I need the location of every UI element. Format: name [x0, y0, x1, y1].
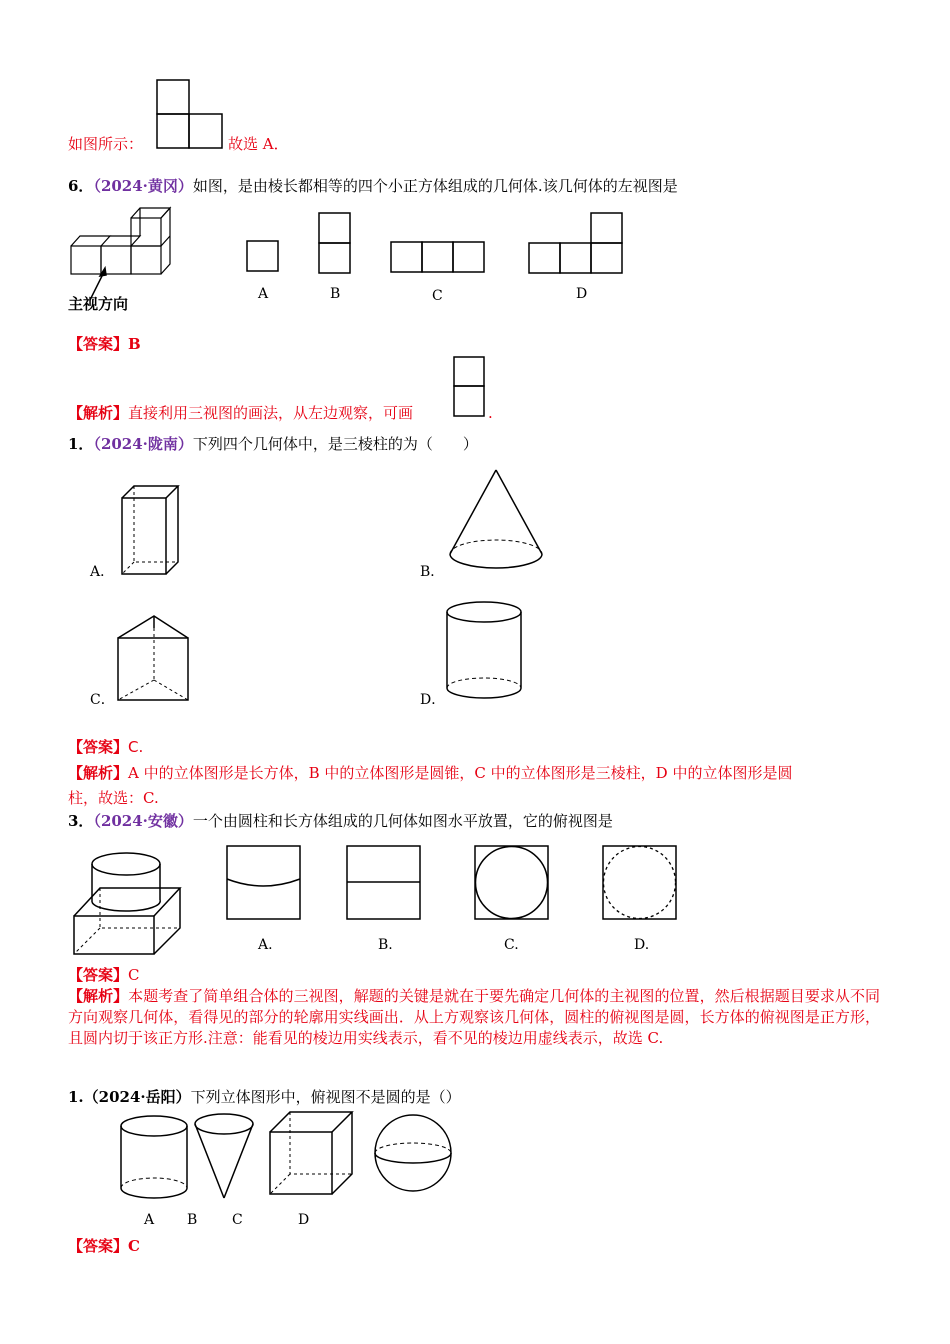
answer-value: C: [128, 1237, 140, 1255]
q3-option-a-label: A.: [258, 937, 273, 953]
q6-option-c-figure: [390, 241, 486, 273]
question-1b-stem: [68, 1087, 461, 1107]
q6-option-d-figure: [528, 212, 624, 274]
question-source: （2024·陇南）: [93, 435, 193, 453]
q1a-option-b-label: B．: [420, 564, 445, 580]
answer-value: C.: [128, 738, 144, 756]
analysis-tag: 【解析】: [68, 404, 129, 422]
q1b-option-b-figure: [192, 1110, 256, 1202]
question-1a-stem: [68, 434, 478, 454]
q6-arrow-label: 主视方向: [68, 295, 129, 313]
analysis-text: 本题考查了简单组合体的三视图，解题的关键是就在于要先确定几何体的主视图的位置，然后根据题目要求从不同方向观察几何体，看得见的部分的轮廓用实线画出．从上方观察该几何体，圆柱的俯视图是圆，长方体的俯视图是正方形，且圆内切于该正方形.注意：能看见的棱边用实线表示，看不见的棱边用虚线表示，故选 C.: [68, 987, 880, 1047]
q3-option-d-label: D.: [634, 937, 650, 953]
q3-solid-figure: [72, 850, 184, 958]
q1a-option-b-figure: [446, 468, 546, 574]
q6-option-a-figure: [246, 240, 280, 272]
answer-tag: 【答案】: [68, 335, 129, 353]
q1b-option-a-label: A: [144, 1212, 155, 1228]
q3-option-b-label: B.: [378, 937, 393, 953]
q1b-option-c-label: C: [232, 1212, 243, 1228]
analysis-tag: 【解析】: [68, 764, 129, 782]
q6-option-d-label: D: [576, 286, 588, 302]
question-text: 一个由圆柱和长方体组成的几何体如图水平放置，它的俯视图是: [192, 812, 613, 830]
q1b-option-a-figure: [118, 1114, 190, 1202]
q1a-option-c-label: C．: [90, 692, 115, 708]
q3-option-c-label: C.: [504, 937, 519, 953]
q1a-analysis-line2: 柱，故选：C.: [68, 789, 159, 807]
analysis-text: 直接利用三视图的画法，从左边观察，可画: [128, 404, 414, 422]
q1a-option-d-label: D．: [420, 692, 446, 708]
question-3-stem: [68, 811, 613, 831]
q3-option-c-figure: [474, 845, 550, 921]
question-text: 下列四个几何体中，是三棱柱的为（ ）: [192, 435, 478, 453]
q6-analysis-end: .: [488, 404, 493, 422]
q6-answer: [68, 334, 141, 354]
question-number: 3．: [68, 812, 94, 830]
q3-answer: [68, 965, 140, 985]
q1a-option-a-figure: [118, 482, 184, 578]
q1a-option-c-figure: [116, 614, 192, 702]
top-view-figure: [156, 79, 224, 149]
top-answer-prefix: 如图所示：: [68, 135, 144, 153]
q6-option-b-figure: [318, 212, 352, 274]
q1a-analysis-line1: [68, 763, 792, 783]
answer-tag: 【答案】: [68, 966, 129, 984]
answer-value: B: [128, 335, 141, 353]
q6-solid-figure: [70, 204, 172, 276]
q1b-option-c-figure: [268, 1110, 356, 1196]
answer-value: C: [128, 966, 140, 984]
question-number: 1.: [68, 1088, 84, 1106]
analysis-text: A 中的立体图形是长方体，B 中的立体图形是圆锥，C 中的立体图形是三棱柱，D 中的立体图形是圆: [128, 764, 793, 782]
question-number: 1．: [68, 435, 94, 453]
q6-option-c-label: C: [432, 288, 443, 304]
q1a-option-a-label: A．: [90, 564, 115, 580]
q6-analysis: [68, 403, 413, 423]
q1b-option-d-label: D: [298, 1212, 310, 1228]
analysis-tag: 【解析】: [68, 987, 129, 1005]
question-source: （2024·安徽）: [93, 812, 193, 830]
q1b-option-b-label: B: [187, 1212, 198, 1228]
q1a-answer: [68, 737, 143, 757]
question-source: （2024·岳阳）: [83, 1088, 191, 1106]
q3-option-b-figure: [346, 845, 422, 921]
q1b-answer: [68, 1236, 140, 1256]
answer-tag: 【答案】: [68, 738, 129, 756]
question-6-stem: [68, 176, 678, 196]
q6-analysis-figure: [453, 356, 485, 418]
question-number: 6．: [68, 177, 94, 195]
top-answer-suffix: 故选 A．: [228, 135, 289, 153]
answer-tag: 【答案】: [68, 1237, 129, 1255]
question-text: 下列立体图形中，俯视图不是圆的是（）: [190, 1088, 461, 1106]
q1a-option-d-figure: [444, 600, 524, 702]
q3-option-d-figure: [602, 845, 678, 921]
question-source: （2024·黄冈）: [93, 177, 193, 195]
q6-option-a-label: A: [258, 286, 269, 302]
q1b-option-d-figure: [372, 1112, 454, 1194]
q3-analysis: [68, 986, 880, 1049]
q3-option-a-figure: [226, 845, 302, 921]
question-text: 如图，是由棱长都相等的四个小正方体组成的几何体.该几何体的左视图是: [192, 177, 678, 195]
q6-option-b-label: B: [330, 286, 341, 302]
